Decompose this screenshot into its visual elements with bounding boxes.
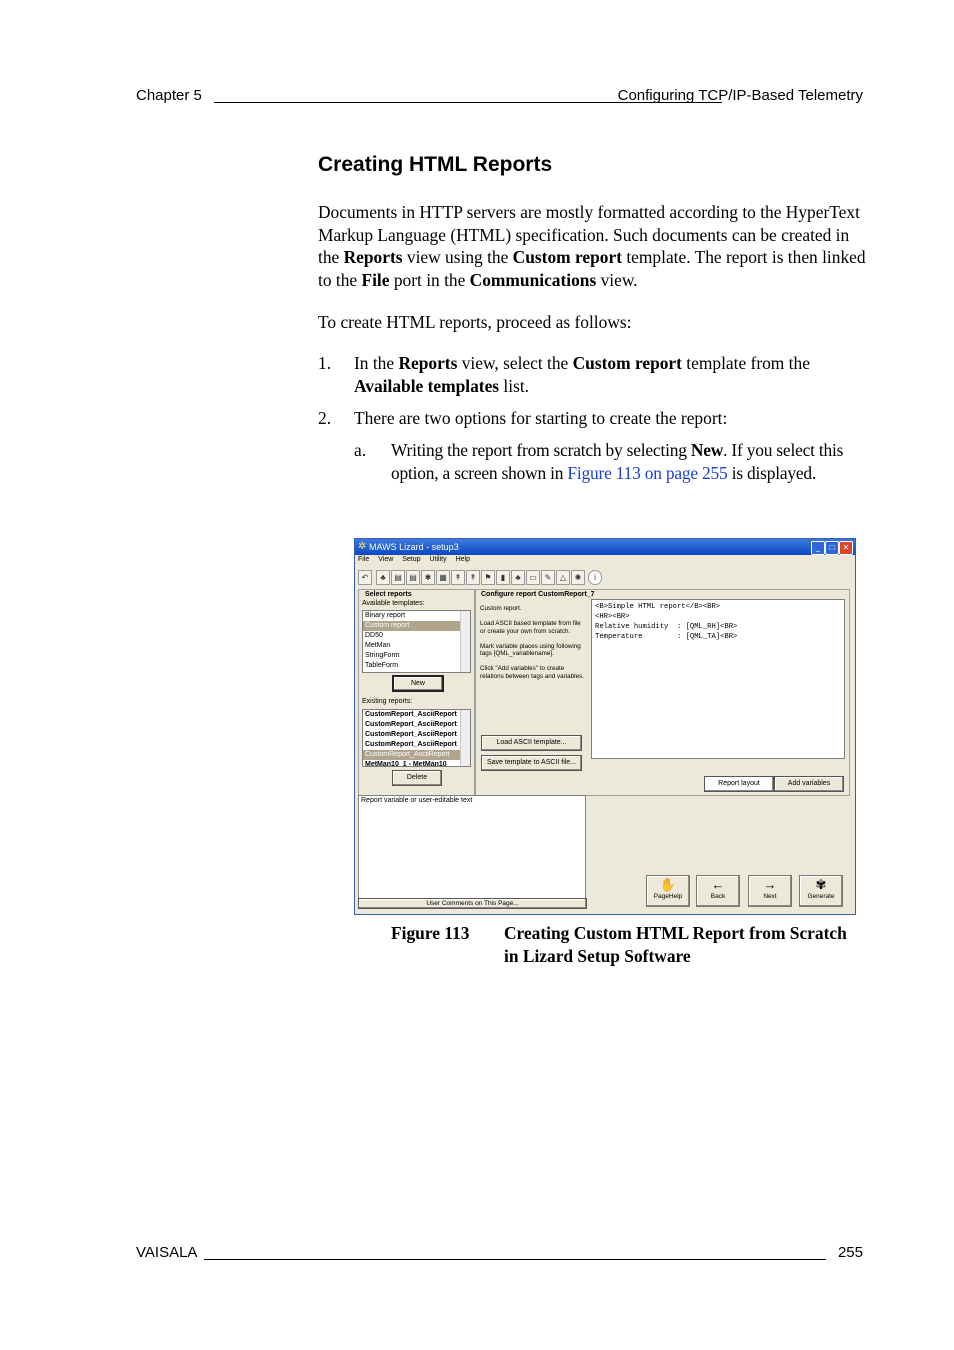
footer-rule [204,1259,826,1260]
lizard-window-screenshot [354,538,856,915]
configure-report-panel: Configure report CustomReport_7 Custom report. Load ASCII based template from file or create your own from scratch. Mark variable places using following tags [QML_variablename]. Click "Add variables" to create relations between tags and variables. Load ASCII template... Save template to ASCII file... Report layout Add variables [475,589,850,796]
step-1: 1. In the Reports view, select the Custom report template from the Available templates list. [318,353,810,396]
undo-icon[interactable]: ↶ [358,570,372,585]
pennant-icon[interactable]: ⚑ [481,570,495,585]
close-icon[interactable]: ✕ [839,541,853,555]
report-icon[interactable]: ▭ [526,570,540,585]
step-2: 2. There are two options for starting to create the report: [318,408,728,428]
list-item[interactable]: CustomReport_AsciiReport [365,711,457,718]
figure-link[interactable]: Figure 113 on page 255 [567,462,728,483]
logger-icon[interactable]: ▮ [496,570,510,585]
list-item[interactable]: StringForm [365,652,400,659]
network-icon[interactable]: ♣ [511,570,525,585]
app-logo-icon: ✲ [358,541,367,552]
step-2a: a. Writing the report from scratch by selecting New. If you select this option, a screen shown in Figure 113 on page 255 is displayed. [354,440,844,483]
generate-icon: ✾ [815,877,827,892]
info-icon[interactable]: i [588,570,602,585]
intro-paragraph: Documents in HTTP servers are mostly formatted according to the HyperText Markup Language (HTML) specification. Such documents can be created in the Reports view using the Custom report template. The report is then linked to the File port in the Communications view. [318,202,866,290]
company-label: VAISALA [136,1244,198,1261]
select-reports-panel: Select reports Available templates: Binary report Custom report DD50 MetMan StringForm TableForm New Existing reports: CustomReport_AsciiReport CustomReport_AsciiReport CustomReport_AsciiReport CustomReport_AsciiReport CustomReport_AsciiReport MetMan10_1 - MetMan10 Delete [358,589,475,796]
list-item[interactable]: DD50 [365,632,383,639]
page-header [136,87,863,107]
menu-help[interactable]: Help [455,556,470,563]
templates-list[interactable] [362,610,471,673]
list-item[interactable]: CustomReport_AsciiReport [363,750,470,760]
page-footer [136,1244,863,1264]
bell-icon[interactable]: △ [556,570,570,585]
section-heading: Creating HTML Reports [318,153,553,176]
figure-number: Figure 113 [391,923,470,943]
device-2-icon[interactable]: ▤ [406,570,420,585]
section-label: Configuring TCP/IP-Based Telemetry [617,87,863,104]
list-item[interactable]: Custom report [363,621,470,631]
chapter-label: Chapter 5 [136,87,202,104]
pagehelp-icon: ✋ [659,877,677,892]
user-comments-footer[interactable]: User Comments on This Page... [358,898,587,909]
next-button[interactable]: → Next [748,875,792,907]
list-item[interactable]: TableForm [365,662,399,669]
chart-icon[interactable]: ▦ [436,570,450,585]
report-template-editor[interactable]: <B>Simple HTML report</B><BR> <HR><BR> Relative humidity : [QML_RH]<BR> Temperature : [QML_TA]<BR> [591,599,845,759]
menu-bar [358,556,477,568]
delete-button[interactable]: Delete [392,770,442,786]
load-ascii-template-button[interactable]: Load ASCII template... [481,735,582,751]
report-layout-tab[interactable]: Report layout [704,776,774,792]
new-button[interactable]: New [392,675,444,692]
flag-icon[interactable]: ✱ [421,570,435,585]
proceed-paragraph: To create HTML reports, proceed as follows: [318,312,632,332]
list-item[interactable]: CustomReport_AsciiReport [365,721,457,728]
sensor-icon[interactable]: ↟ [451,570,465,585]
help-text: Custom report. Load ASCII based template from file or create your own from scratch. Mark variable places using following tags [QML_variablename]. Click "Add variables" to create relations between tags and variables. [480,605,584,680]
tree-icon[interactable]: ♣ [376,570,390,585]
device-icon[interactable]: ▤ [391,570,405,585]
arrow-right-icon: → [763,877,777,892]
scrollbar[interactable] [460,710,470,766]
existing-reports-list[interactable] [362,709,471,767]
scrollbar[interactable] [460,611,470,672]
maximize-icon[interactable]: □ [825,541,839,555]
pagehelp-button[interactable]: ✋ PageHelp [646,875,690,907]
list-item[interactable]: MetMan [365,642,391,649]
toolbar [358,570,852,586]
menu-file[interactable]: File [358,556,370,563]
list-item[interactable]: Binary report [365,612,406,619]
arrow-left-icon: ← [711,877,725,892]
save-template-button[interactable]: Save template to ASCII file... [481,755,582,771]
list-item[interactable]: CustomReport_AsciiReport [365,741,457,748]
menu-setup[interactable]: Setup [402,556,421,563]
figure-title: Creating Custom HTML Report from Scratch in Lizard Setup Software [504,923,847,966]
edit-icon[interactable]: ✎ [541,570,555,585]
window-title: MAWS Lizard - setup3 [369,542,459,552]
sensor-2-icon[interactable]: ↟ [466,570,480,585]
list-item[interactable]: CustomReport_AsciiReport [365,731,457,738]
page-number: 255 [837,1244,863,1261]
back-button[interactable]: ← Back [696,875,740,907]
add-variables-tab[interactable]: Add variables [774,776,844,792]
gear-icon[interactable]: ✺ [571,570,585,585]
generate-button[interactable]: ✾ Generate [799,875,843,907]
menu-utility[interactable]: Utility [429,556,447,563]
user-comments-box[interactable]: Report variable or user-editable text [358,795,586,899]
minimize-icon[interactable]: _ [811,541,825,555]
menu-view[interactable]: View [378,556,394,563]
title-bar [355,539,855,555]
list-item[interactable]: MetMan10_1 - MetMan10 [365,761,447,767]
